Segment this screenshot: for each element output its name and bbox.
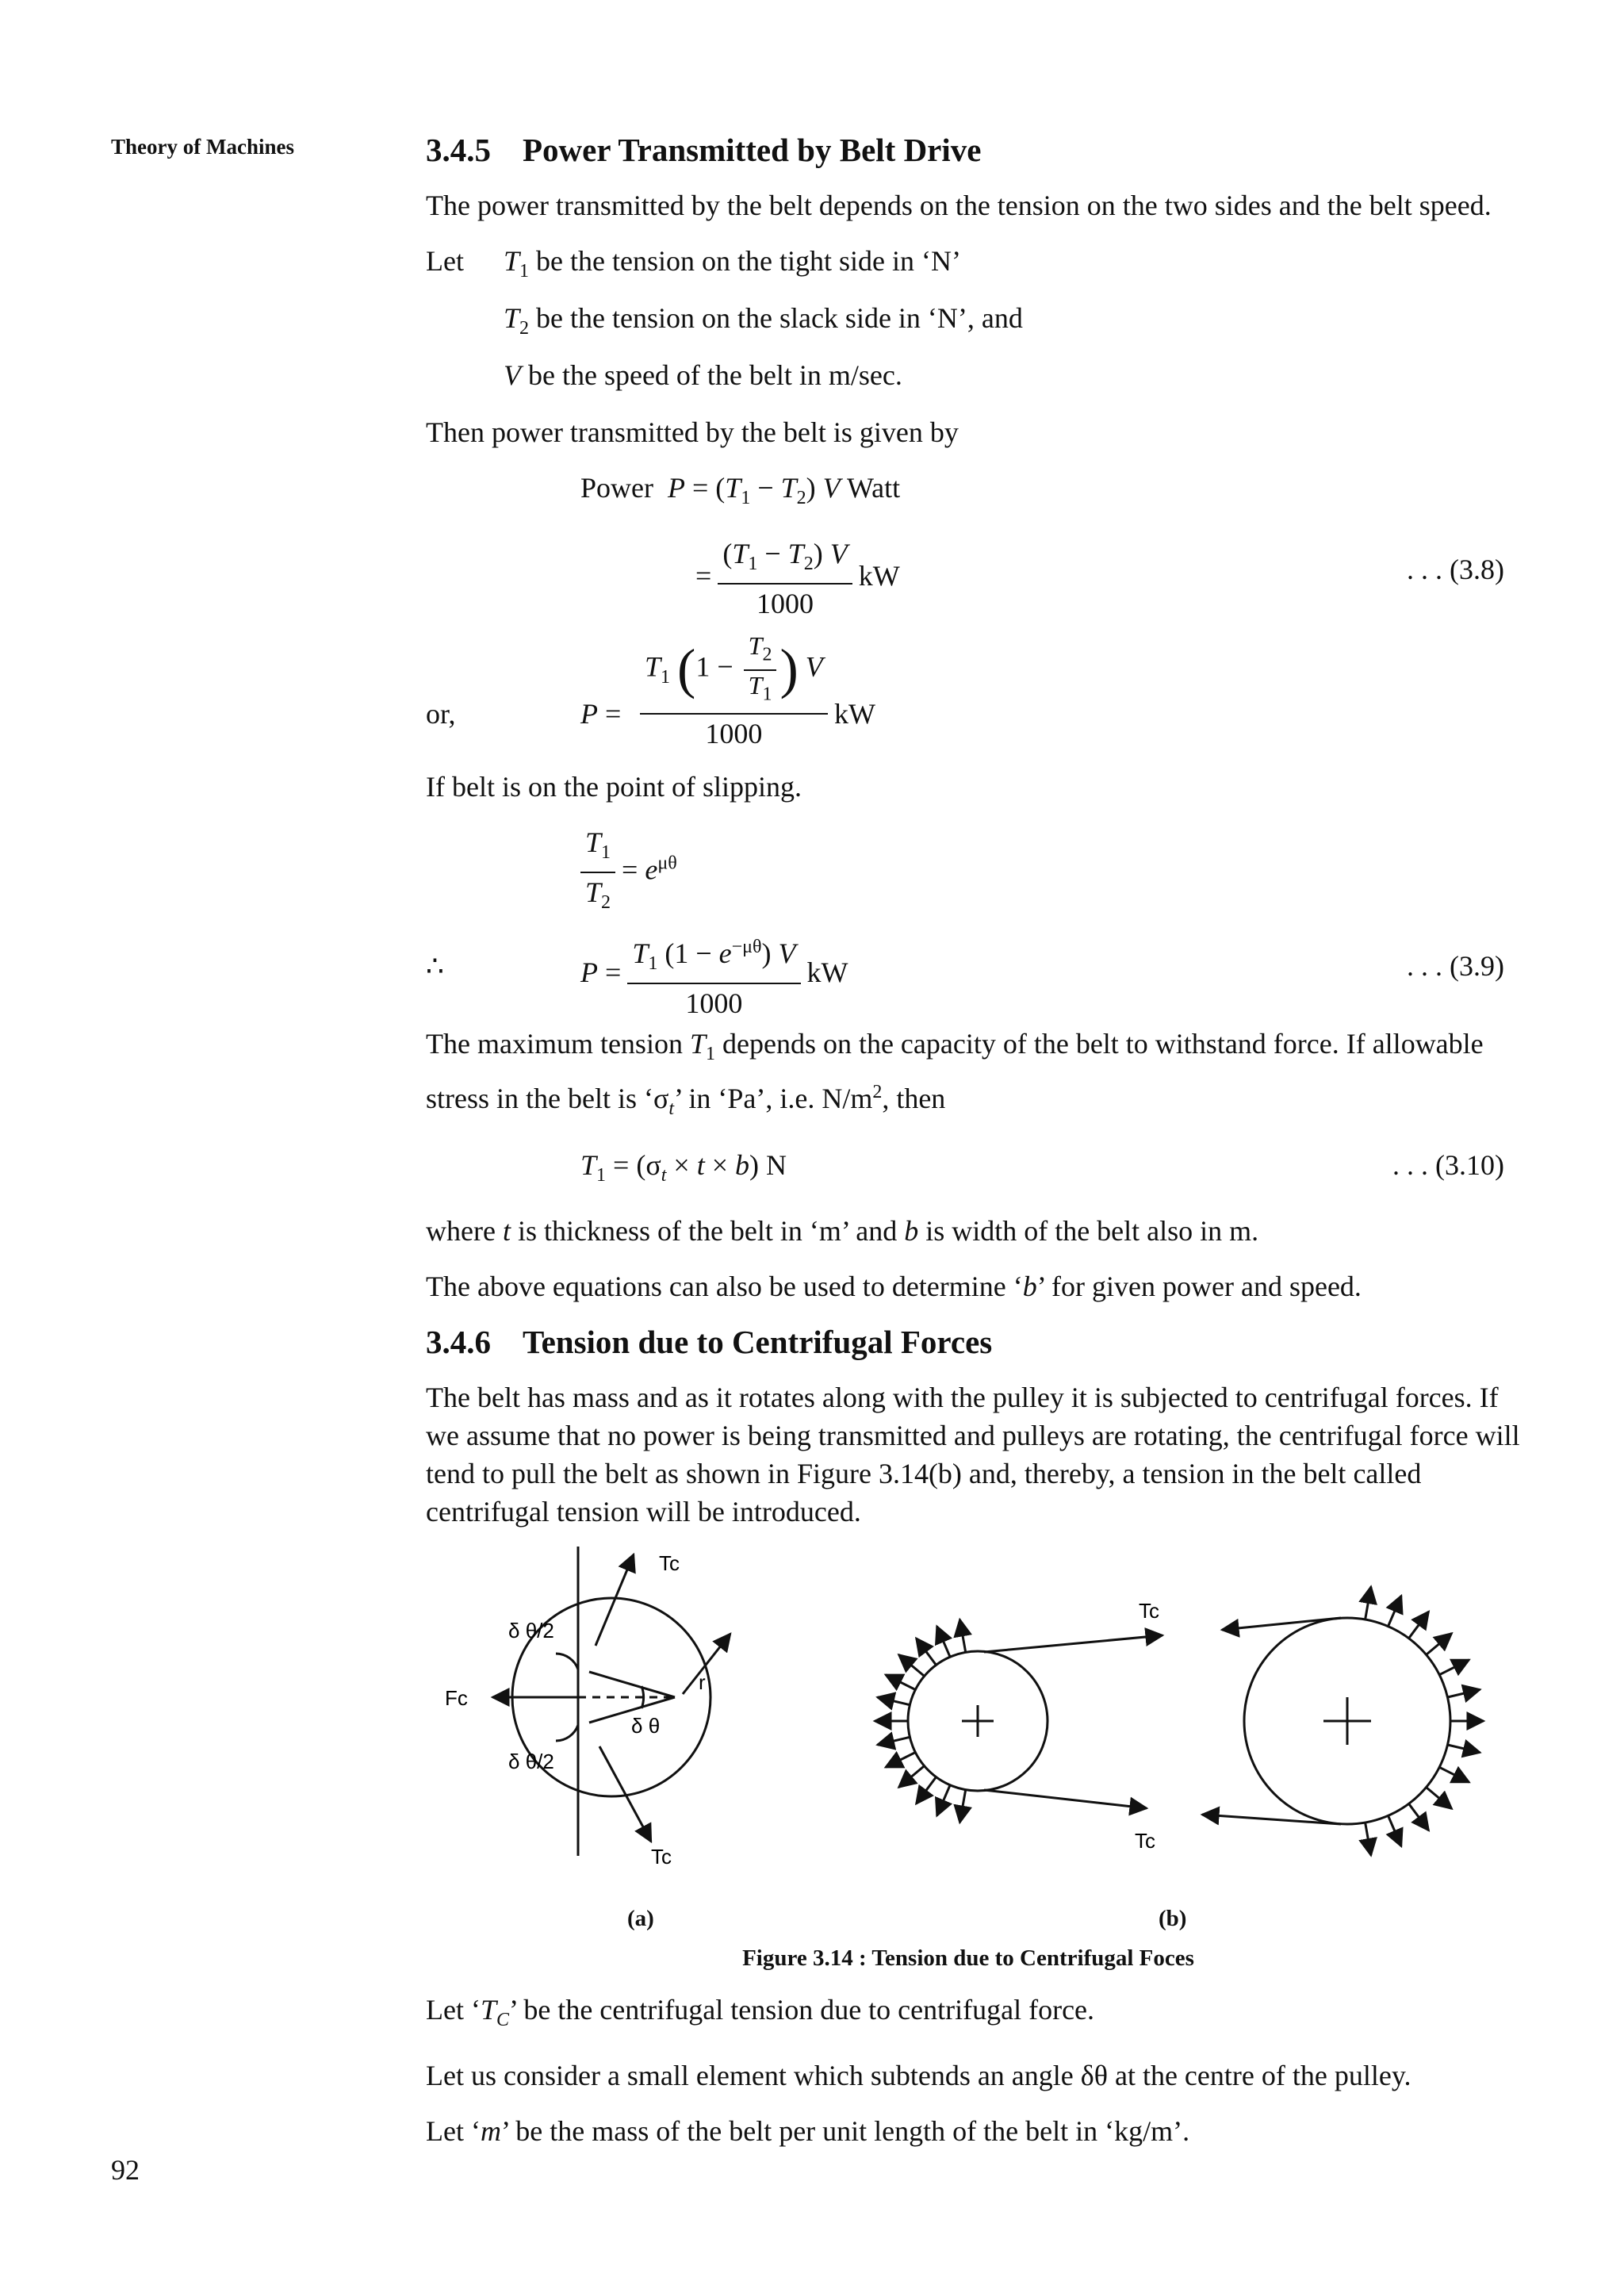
belt-top-right-half [1222,1618,1341,1630]
section-heading-3-4-5: 3.4.5 Power Transmitted by Belt Drive [426,132,982,168]
radius-line-upper [589,1672,675,1697]
equation-3-8: = $\frac{(T_1 - T_2) V}{1000}$ kW . . . (3.8) [426,535,1520,614]
centrifugal-force-arrow [1448,1745,1480,1753]
centrifugal-force-arrow [878,1697,910,1705]
centrifugal-force-arrow [1439,1767,1469,1782]
main-content [426,131,1520,2168]
centrifugal-force-arrow [916,1638,936,1665]
diagram-b [908,1618,1450,1824]
label-radius: r [699,1669,706,1694]
centrifugal-force-arrow [886,1752,916,1767]
label-half-angle-bottom: δ θ/2 [508,1749,554,1773]
centrifugal-force-arrow [937,1626,951,1657]
section-heading-3-4-6: 3.4.6 Tension due to Centrifugal Forces [426,1323,993,1360]
centrifugal-force-arrow [1365,1823,1371,1855]
page-number: 92 [111,2154,140,2186]
paragraph-slipping: If belt is on the point of slipping. [426,771,802,803]
paragraph-intro: The power transmitted by the belt depends on the tension on the two sides and the belt speed. [426,190,1492,221]
figure-diagram [421,1539,1515,1983]
paragraph-above: The above equations can also be used to determine ‘b’ for given power and speed. [426,1270,1362,1302]
centrifugal-force-arrow [1388,1815,1402,1846]
centrifugal-force-arrow [1427,1633,1452,1654]
label-angle: δ θ [631,1713,661,1738]
paragraph-max-tension: The maximum tension $T_1$ depends on the capacity of the belt to withstand force. If allowable stress in the belt is ‘$\sigma_t$’ in ‘Pa’, i.e. $N/m^2$, then [426,1028,1484,1120]
definition-v: V be the speed of the belt in m/sec. [504,359,902,391]
label-half-angle-top: δ θ/2 [508,1618,554,1642]
diagram-a [492,1547,730,1856]
centrifugal-force-arrow [898,1654,924,1676]
centrifugal-force-arrow [1427,1787,1452,1808]
equation-3-10: $T_1 = (\sigma_t \times t \times b)$ N . . . (3.10) [580,1148,1504,1186]
centrifugal-force-arrow [1365,1586,1371,1619]
centrifugal-force-arrow [898,1765,924,1787]
label-tc-bottom: Tc [651,1844,672,1869]
figure-3-14 [421,1539,1515,1983]
paragraph-where: where t is thickness of the belt in ‘m’ and b is width of the belt also in m. [426,1214,1259,1247]
radius-arrow [683,1634,730,1694]
equation-power-watt: Power $P = (T_1 - T_2)$ V Watt [580,472,901,509]
label-tc-top: Tc [659,1550,680,1575]
centrifugal-force-arrow [959,1789,965,1822]
paragraph-mass: Let ‘m’ be the mass of the belt per unit length of the belt in ‘kg/m’. [426,2114,1190,2147]
figure-label-b: (b) [1159,1905,1187,1931]
label-tc-b-bottom: Tc [1135,1828,1155,1853]
figure-label-a: (a) [627,1905,654,1931]
half-angle-arc-bottom [556,1725,578,1741]
paragraph-let-tc: Let ‘$T_C$’ be the centrifugal tension due to centrifugal force. [426,1993,1095,2030]
definition-t2: $T_2$ be the tension on the slack side in ‘N’, and [504,302,1023,339]
belt-top-left-half [984,1635,1162,1652]
paragraph-centrifugal: The belt has mass and as it rotates along with the pulley it is subjected to centrifugal forces. If we assume that no power is being transmitted and pulleys are rotating, the centrifugal force will tend to pull the belt as shown in Figure 3.14(b) and, thereby, a tension in the belt called centrifugal tension will be introduced. [426,1381,1520,1527]
paragraph-small-element: Let us consider a small element which subtends an angle δθ at the centre of the pulley. [426,2059,1411,2091]
paragraph-then: Then power transmitted by the belt is given by [426,416,959,448]
centrifugal-force-arrow [937,1785,951,1816]
equation-tension-ratio: $\frac{T_1}{T_2}$ = $e^{\mu\theta}$ [426,823,1520,910]
running-header: Theory of Machines [111,135,294,159]
half-angle-arc-top [556,1654,578,1669]
centrifugal-force-arrow [1439,1660,1469,1675]
centrifugal-force-arrow [1409,1612,1429,1639]
figure-caption: Figure 3.14 : Tension due to Centrifugal Foces [742,1945,1194,1971]
centrifugal-force-arrow [916,1777,936,1803]
label-tc-b-top: Tc [1139,1598,1159,1623]
centrifugal-force-arrow [1448,1689,1480,1697]
centrifugal-force-arrow [959,1619,965,1652]
centrifugal-force-arrow [1409,1803,1429,1830]
centrifugal-force-arrow [878,1737,910,1745]
belt-bottom-left-half [984,1790,1147,1808]
centrifugal-force-arrow [1388,1596,1402,1627]
definition-t1: Let $T_1$ be the tension on the tight side in ‘N’ [426,245,961,282]
label-fc: Fc [445,1685,468,1710]
tc-bottom-arrow [599,1746,651,1842]
equation-power-ratio: or, P = $T_1$ (1 − $\frac{T_2}{T_1}$ ) V 1000 kW [426,631,875,749]
centrifugal-force-arrow [886,1674,916,1689]
equation-3-9: ∴ P = $\frac{T_1 (1 - e^{-\mu\theta}) V}{1000}$ kW . . . (3.9) [426,928,1520,1007]
